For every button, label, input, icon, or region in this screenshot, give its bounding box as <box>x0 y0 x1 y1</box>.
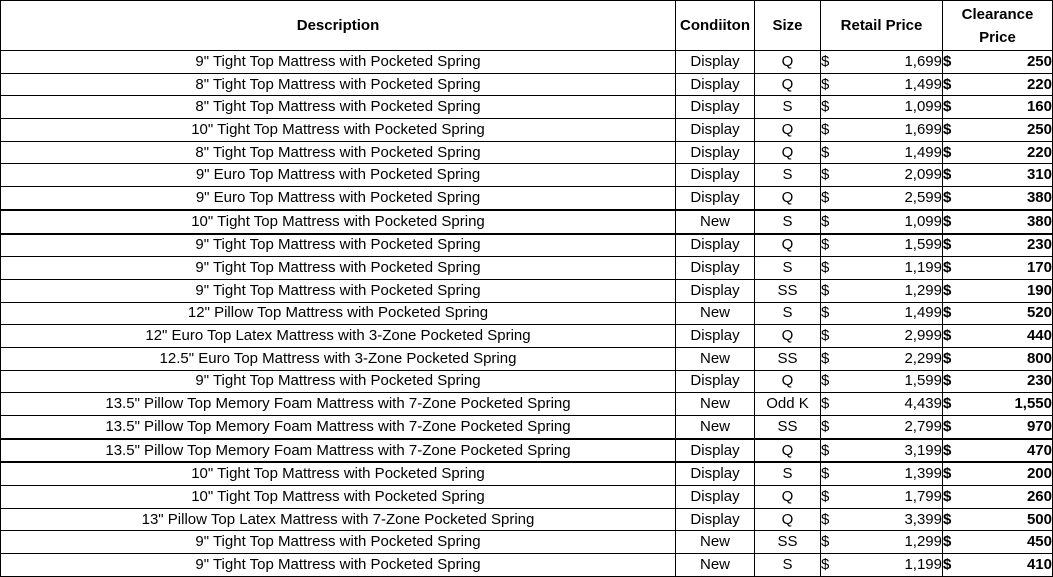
table-row <box>1 96 1053 119</box>
header-clearance-line2: Price <box>979 28 1016 46</box>
cell-description: 9" Tight Top Mattress with Pocketed Spring <box>1 554 676 577</box>
cell-clearance-currency: $ <box>943 370 971 393</box>
cell-retail-price: 1,299 <box>849 531 943 554</box>
cell-condition: Display <box>676 234 755 257</box>
cell-retail-currency: $ <box>821 119 849 142</box>
cell-retail-currency: $ <box>821 302 849 325</box>
cell-condition: Display <box>676 73 755 96</box>
cell-condition: Display <box>676 325 755 348</box>
cell-retail-price: 1,099 <box>849 96 943 119</box>
cell-condition: New <box>676 531 755 554</box>
cell-retail-price: 1,699 <box>849 119 943 142</box>
table-row <box>1 73 1053 96</box>
header-condition: Condiiton <box>676 1 755 51</box>
table-body <box>1 51 1053 577</box>
cell-description: 9" Tight Top Mattress with Pocketed Spring <box>1 279 676 302</box>
table-row <box>1 347 1053 370</box>
cell-size: S <box>755 164 821 187</box>
cell-size: Q <box>755 141 821 164</box>
cell-description: 8" Tight Top Mattress with Pocketed Spring <box>1 141 676 164</box>
cell-condition: Display <box>676 486 755 509</box>
cell-clearance-currency: $ <box>943 187 971 210</box>
cell-retail-price: 1,699 <box>849 51 943 74</box>
cell-retail-currency: $ <box>821 370 849 393</box>
cell-retail-currency: $ <box>821 257 849 280</box>
cell-description: 12" Pillow Top Mattress with Pocketed Spring <box>1 302 676 325</box>
cell-clearance-currency: $ <box>943 508 971 531</box>
cell-clearance-price: 170 <box>971 257 1053 280</box>
cell-clearance-currency: $ <box>943 234 971 257</box>
cell-clearance-price: 230 <box>971 234 1053 257</box>
cell-retail-currency: $ <box>821 439 849 463</box>
cell-description: 8" Tight Top Mattress with Pocketed Spring <box>1 73 676 96</box>
cell-size: SS <box>755 279 821 302</box>
cell-size: SS <box>755 416 821 439</box>
cell-retail-price: 1,799 <box>849 486 943 509</box>
cell-retail-currency: $ <box>821 234 849 257</box>
cell-retail-currency: $ <box>821 531 849 554</box>
cell-size: Q <box>755 486 821 509</box>
cell-retail-currency: $ <box>821 210 849 234</box>
cell-retail-price: 1,499 <box>849 302 943 325</box>
cell-clearance-currency: $ <box>943 257 971 280</box>
cell-clearance-price: 200 <box>971 462 1053 485</box>
cell-retail-price: 1,199 <box>849 257 943 280</box>
cell-description: 10" Tight Top Mattress with Pocketed Spring <box>1 119 676 142</box>
cell-size: Q <box>755 187 821 210</box>
cell-size: Q <box>755 119 821 142</box>
cell-size: Q <box>755 508 821 531</box>
cell-retail-price: 4,439 <box>849 393 943 416</box>
cell-clearance-price: 190 <box>971 279 1053 302</box>
cell-condition: New <box>676 416 755 439</box>
cell-retail-price: 2,299 <box>849 347 943 370</box>
cell-retail-currency: $ <box>821 462 849 485</box>
table-row <box>1 462 1053 485</box>
cell-retail-price: 1,599 <box>849 234 943 257</box>
cell-retail-currency: $ <box>821 416 849 439</box>
header-clearance-line1: Clearance <box>961 5 1034 23</box>
header-clearance-price <box>943 1 1053 51</box>
cell-clearance-price: 410 <box>971 554 1053 577</box>
cell-clearance-currency: $ <box>943 279 971 302</box>
cell-clearance-price: 800 <box>971 347 1053 370</box>
cell-clearance-currency: $ <box>943 393 971 416</box>
cell-description: 13.5" Pillow Top Memory Foam Mattress with 7-Zone Pocketed Spring <box>1 393 676 416</box>
cell-clearance-price: 260 <box>971 486 1053 509</box>
cell-description: 9" Tight Top Mattress with Pocketed Spring <box>1 531 676 554</box>
table-row <box>1 325 1053 348</box>
cell-retail-price: 3,199 <box>849 439 943 463</box>
cell-description: 9" Tight Top Mattress with Pocketed Spring <box>1 370 676 393</box>
cell-condition: New <box>676 347 755 370</box>
table-row <box>1 416 1053 439</box>
cell-clearance-currency: $ <box>943 210 971 234</box>
cell-description: 9" Tight Top Mattress with Pocketed Spring <box>1 51 676 74</box>
table-row <box>1 370 1053 393</box>
cell-condition: Display <box>676 187 755 210</box>
cell-clearance-currency: $ <box>943 141 971 164</box>
table-row <box>1 257 1053 280</box>
cell-description: 9" Euro Top Mattress with Pocketed Spring <box>1 164 676 187</box>
cell-retail-price: 2,599 <box>849 187 943 210</box>
cell-clearance-price: 440 <box>971 325 1053 348</box>
cell-description: 9" Tight Top Mattress with Pocketed Spring <box>1 257 676 280</box>
cell-condition: Display <box>676 508 755 531</box>
table-row <box>1 393 1053 416</box>
cell-retail-price: 2,999 <box>849 325 943 348</box>
cell-size: S <box>755 554 821 577</box>
cell-retail-price: 1,499 <box>849 73 943 96</box>
cell-clearance-currency: $ <box>943 531 971 554</box>
cell-size: Q <box>755 325 821 348</box>
cell-clearance-currency: $ <box>943 302 971 325</box>
cell-clearance-price: 450 <box>971 531 1053 554</box>
cell-clearance-price: 1,550 <box>971 393 1053 416</box>
cell-retail-currency: $ <box>821 554 849 577</box>
cell-clearance-currency: $ <box>943 486 971 509</box>
header-retail-price: Retail Price <box>821 1 943 51</box>
cell-retail-currency: $ <box>821 393 849 416</box>
cell-description: 10" Tight Top Mattress with Pocketed Spring <box>1 210 676 234</box>
cell-clearance-currency: $ <box>943 164 971 187</box>
cell-size: S <box>755 257 821 280</box>
cell-size: Q <box>755 51 821 74</box>
cell-retail-price: 3,399 <box>849 508 943 531</box>
cell-clearance-price: 520 <box>971 302 1053 325</box>
header-row <box>1 1 1053 51</box>
cell-clearance-currency: $ <box>943 554 971 577</box>
cell-size: S <box>755 302 821 325</box>
cell-size: Q <box>755 234 821 257</box>
cell-clearance-currency: $ <box>943 347 971 370</box>
table-row <box>1 210 1053 234</box>
cell-clearance-currency: $ <box>943 416 971 439</box>
cell-description: 12" Euro Top Latex Mattress with 3-Zone Pocketed Spring <box>1 325 676 348</box>
cell-retail-price: 2,799 <box>849 416 943 439</box>
cell-clearance-price: 160 <box>971 96 1053 119</box>
cell-clearance-price: 380 <box>971 187 1053 210</box>
cell-retail-price: 1,099 <box>849 210 943 234</box>
cell-description: 13.5" Pillow Top Memory Foam Mattress with 7-Zone Pocketed Spring <box>1 416 676 439</box>
table-row <box>1 439 1053 463</box>
cell-retail-price: 1,499 <box>849 141 943 164</box>
cell-retail-currency: $ <box>821 51 849 74</box>
cell-clearance-price: 250 <box>971 119 1053 142</box>
cell-retail-currency: $ <box>821 347 849 370</box>
cell-condition: New <box>676 554 755 577</box>
cell-clearance-price: 220 <box>971 141 1053 164</box>
table-row <box>1 164 1053 187</box>
table-row <box>1 234 1053 257</box>
cell-size: Q <box>755 73 821 96</box>
cell-retail-currency: $ <box>821 508 849 531</box>
cell-retail-currency: $ <box>821 187 849 210</box>
cell-retail-currency: $ <box>821 486 849 509</box>
cell-clearance-price: 250 <box>971 51 1053 74</box>
cell-condition: New <box>676 393 755 416</box>
cell-size: SS <box>755 347 821 370</box>
cell-retail-currency: $ <box>821 73 849 96</box>
cell-retail-currency: $ <box>821 96 849 119</box>
cell-condition: Display <box>676 119 755 142</box>
cell-description: 12.5" Euro Top Mattress with 3-Zone Pocketed Spring <box>1 347 676 370</box>
table-row <box>1 508 1053 531</box>
cell-condition: Display <box>676 51 755 74</box>
cell-clearance-price: 970 <box>971 416 1053 439</box>
cell-condition: New <box>676 302 755 325</box>
cell-size: S <box>755 462 821 485</box>
cell-retail-price: 1,599 <box>849 370 943 393</box>
cell-condition: New <box>676 210 755 234</box>
cell-clearance-currency: $ <box>943 73 971 96</box>
cell-clearance-currency: $ <box>943 51 971 74</box>
cell-size: S <box>755 96 821 119</box>
table-row <box>1 486 1053 509</box>
cell-clearance-price: 380 <box>971 210 1053 234</box>
cell-retail-currency: $ <box>821 279 849 302</box>
cell-condition: Display <box>676 370 755 393</box>
cell-retail-price: 1,399 <box>849 462 943 485</box>
cell-clearance-currency: $ <box>943 439 971 463</box>
table-row <box>1 141 1053 164</box>
cell-condition: Display <box>676 96 755 119</box>
table-row <box>1 119 1053 142</box>
cell-size: Q <box>755 370 821 393</box>
cell-condition: Display <box>676 141 755 164</box>
header-size: Size <box>755 1 821 51</box>
table-row <box>1 554 1053 577</box>
cell-retail-currency: $ <box>821 141 849 164</box>
cell-retail-currency: $ <box>821 164 849 187</box>
cell-size: Q <box>755 439 821 463</box>
cell-clearance-price: 500 <box>971 508 1053 531</box>
cell-description: 8" Tight Top Mattress with Pocketed Spring <box>1 96 676 119</box>
cell-size: S <box>755 210 821 234</box>
table-row <box>1 279 1053 302</box>
cell-condition: Display <box>676 257 755 280</box>
header-description: Description <box>1 1 676 51</box>
table-row <box>1 302 1053 325</box>
cell-clearance-price: 470 <box>971 439 1053 463</box>
cell-condition: Display <box>676 439 755 463</box>
cell-condition: Display <box>676 164 755 187</box>
cell-description: 9" Tight Top Mattress with Pocketed Spring <box>1 234 676 257</box>
cell-condition: Display <box>676 462 755 485</box>
cell-clearance-price: 310 <box>971 164 1053 187</box>
cell-description: 10" Tight Top Mattress with Pocketed Spring <box>1 462 676 485</box>
cell-description: 10" Tight Top Mattress with Pocketed Spring <box>1 486 676 509</box>
cell-description: 13.5" Pillow Top Memory Foam Mattress with 7-Zone Pocketed Spring <box>1 439 676 463</box>
cell-size: Odd K <box>755 393 821 416</box>
cell-clearance-currency: $ <box>943 119 971 142</box>
table-row <box>1 51 1053 74</box>
cell-retail-price: 2,099 <box>849 164 943 187</box>
cell-description: 13" Pillow Top Latex Mattress with 7-Zone Pocketed Spring <box>1 508 676 531</box>
cell-condition: Display <box>676 279 755 302</box>
cell-description: 9" Euro Top Mattress with Pocketed Spring <box>1 187 676 210</box>
cell-retail-price: 1,299 <box>849 279 943 302</box>
table-row <box>1 187 1053 210</box>
cell-size: SS <box>755 531 821 554</box>
cell-clearance-currency: $ <box>943 96 971 119</box>
cell-retail-price: 1,199 <box>849 554 943 577</box>
cell-retail-currency: $ <box>821 325 849 348</box>
cell-clearance-price: 220 <box>971 73 1053 96</box>
cell-clearance-price: 230 <box>971 370 1053 393</box>
cell-clearance-currency: $ <box>943 462 971 485</box>
table-row <box>1 531 1053 554</box>
cell-clearance-currency: $ <box>943 325 971 348</box>
